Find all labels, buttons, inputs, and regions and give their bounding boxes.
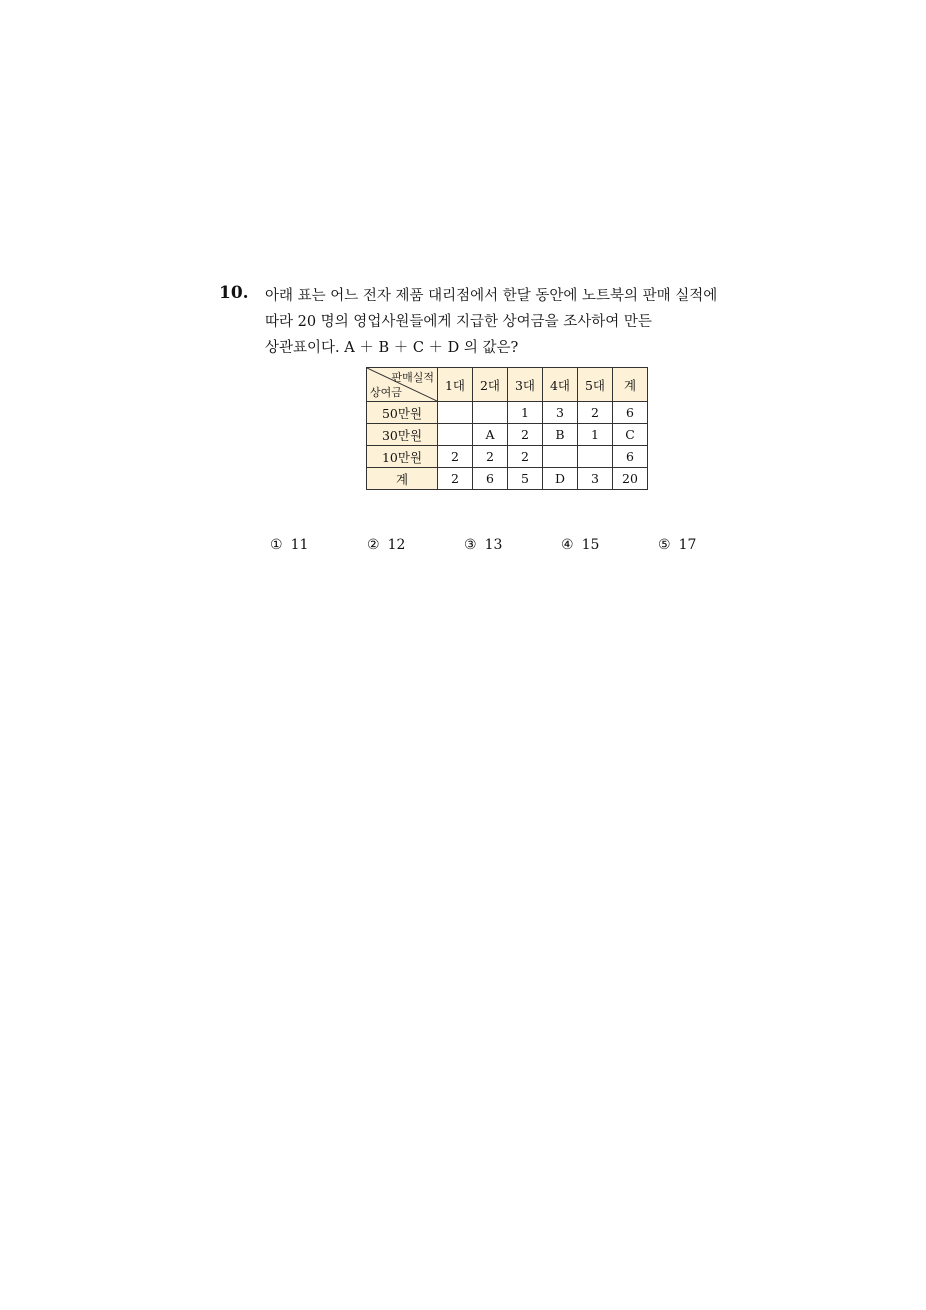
- corner-bottom-label: 상여금: [370, 386, 402, 399]
- table-cell: 6: [613, 402, 648, 424]
- table-cell: 2: [438, 468, 473, 490]
- choice-mark: ④: [561, 537, 574, 553]
- table-row: [367, 446, 648, 468]
- table-cell: 3: [543, 402, 578, 424]
- table-row: [367, 402, 648, 424]
- table-cell: 2: [508, 446, 543, 468]
- table-row: [367, 424, 648, 446]
- choice-value: 15: [581, 537, 600, 553]
- question-number: 10.: [219, 283, 249, 303]
- choice-mark: ①: [270, 537, 283, 553]
- column-header: 계: [613, 368, 648, 402]
- choice-value: 11: [290, 537, 309, 553]
- correlation-table: [366, 367, 648, 490]
- column-header: 1대: [438, 368, 473, 402]
- choice-value: 12: [387, 537, 406, 553]
- choice-3[interactable]: [464, 537, 502, 553]
- table-cell: 5: [508, 468, 543, 490]
- table-cell: 1: [578, 424, 613, 446]
- column-header: 4대: [543, 368, 578, 402]
- table-cell: 2: [508, 424, 543, 446]
- choice-1[interactable]: [270, 537, 308, 553]
- choice-value: 17: [678, 537, 697, 553]
- corner-header: [367, 368, 438, 402]
- table-cell: [438, 424, 473, 446]
- row-header: 50만원: [367, 402, 438, 424]
- table-cell: [543, 446, 578, 468]
- corner-top-label: 판매실적: [391, 371, 434, 384]
- table-cell: [578, 446, 613, 468]
- table-cell: 3: [578, 468, 613, 490]
- choice-4[interactable]: [561, 537, 599, 553]
- table-cell: 2: [438, 446, 473, 468]
- table-cell: 20: [613, 468, 648, 490]
- choice-mark: ②: [367, 537, 380, 553]
- table-cell: 6: [613, 446, 648, 468]
- table-cell: D: [543, 468, 578, 490]
- choice-value: 13: [484, 537, 503, 553]
- table-cell: 1: [508, 402, 543, 424]
- column-header: 5대: [578, 368, 613, 402]
- row-header: 30만원: [367, 424, 438, 446]
- question-line: 따라 20 명의 영업사원들에게 지급한 상여금을 조사하여 만든: [265, 314, 652, 330]
- table-cell: 6: [473, 468, 508, 490]
- question-text: [265, 283, 775, 361]
- choice-2[interactable]: [367, 537, 405, 553]
- choice-mark: ⑤: [658, 537, 671, 553]
- column-header: 2대: [473, 368, 508, 402]
- table-cell: [438, 402, 473, 424]
- table-cell: 2: [578, 402, 613, 424]
- table-cell: B: [543, 424, 578, 446]
- table-cell: C: [613, 424, 648, 446]
- table-cell: 2: [473, 446, 508, 468]
- column-header: 3대: [508, 368, 543, 402]
- table-cell: [473, 402, 508, 424]
- table-cell: A: [473, 424, 508, 446]
- question-line: 상관표이다. A ＋ B ＋ C ＋ D 의 값은?: [265, 340, 519, 356]
- choice-5[interactable]: [658, 537, 696, 553]
- table-row: [367, 468, 648, 490]
- question-line: 아래 표는 어느 전자 제품 대리점에서 한달 동안에 노트북의 판매 실적에: [265, 288, 718, 304]
- row-header: 10만원: [367, 446, 438, 468]
- choice-mark: ③: [464, 537, 477, 553]
- row-header: 계: [367, 468, 438, 490]
